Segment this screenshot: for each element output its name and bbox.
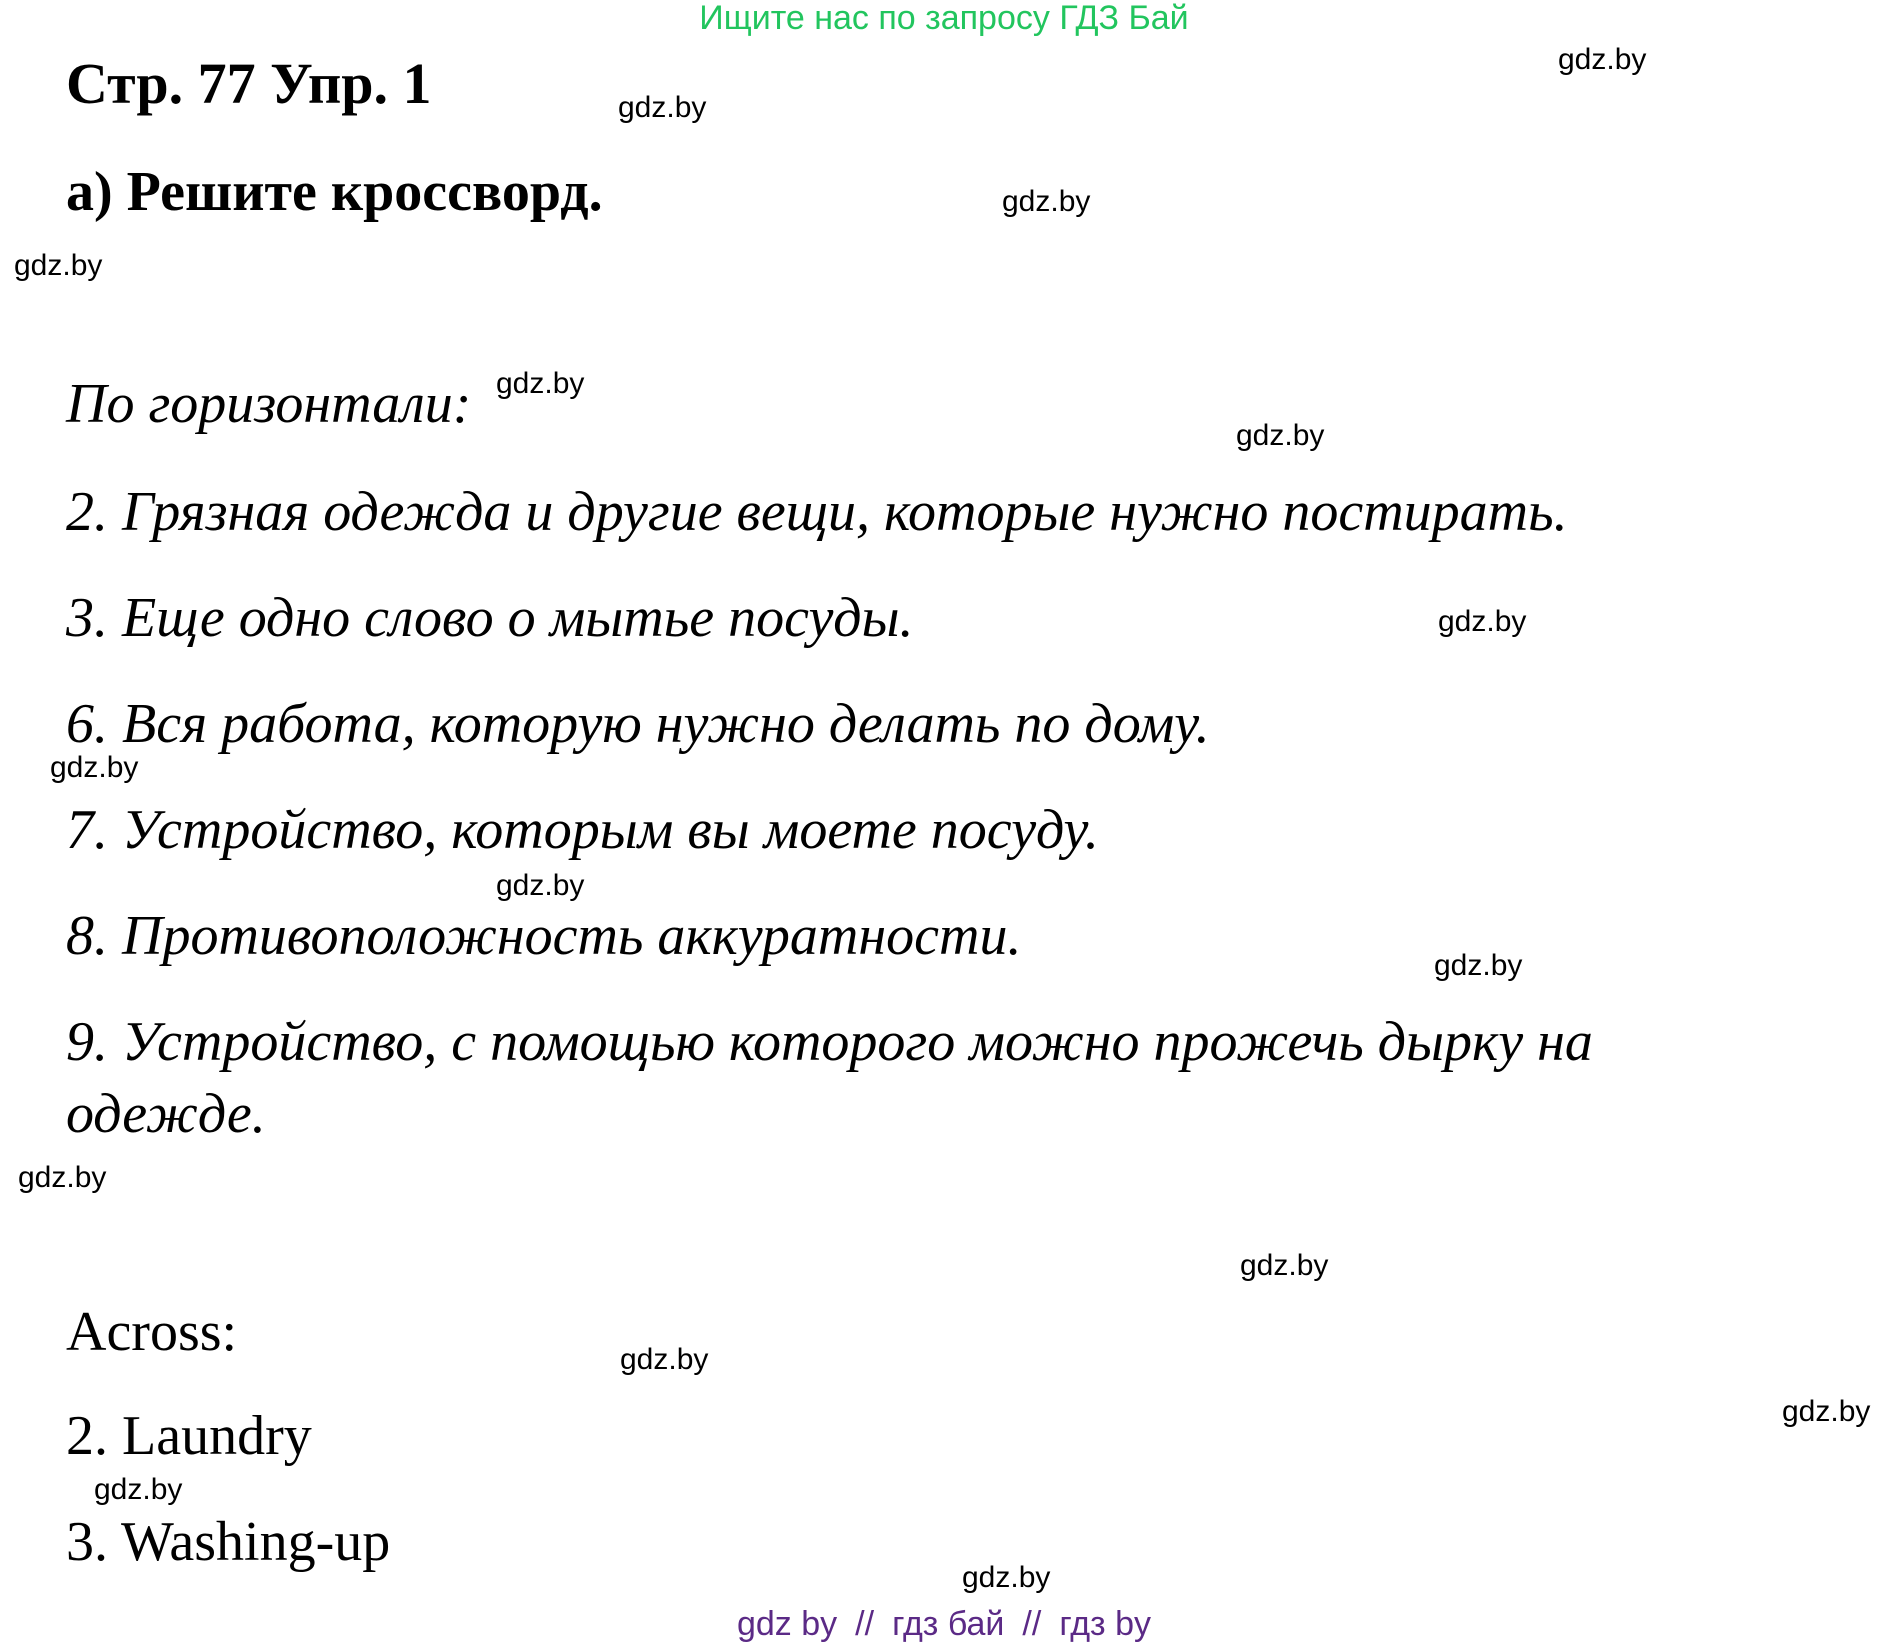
- watermark: gdz.by: [1438, 605, 1527, 638]
- footer-separator: //: [855, 1605, 875, 1643]
- watermark: gdz.by: [14, 249, 103, 282]
- clue-item: 9. Устройство, с помощью которого можно прожечь дырку на одежде.: [66, 1011, 1593, 1145]
- watermark: gdz.by: [1434, 949, 1523, 982]
- search-banner: Ищите нас по запросу ГДЗ Бай: [699, 0, 1189, 37]
- watermark: gdz.by: [1002, 185, 1091, 218]
- section-label-english: Across:: [66, 1301, 238, 1363]
- clue-item: 8. Противоположность аккуратности.: [66, 905, 1022, 967]
- clue-item: 7. Устройство, которым вы моете посуду.: [66, 799, 1099, 861]
- watermark: gdz.by: [1236, 419, 1325, 452]
- watermark: gdz.by: [50, 751, 139, 784]
- watermark: gdz.by: [496, 869, 585, 902]
- footer-links: [0, 1606, 1888, 1642]
- footer-separator: //: [1022, 1605, 1042, 1643]
- page-title: Стр. 77 Упр. 1: [66, 51, 432, 116]
- footer-link-gdz-bai[interactable]: гдз бай: [892, 1605, 1005, 1643]
- section-label-russian: По горизонтали:: [66, 373, 472, 435]
- answer-item: 2. Laundry: [66, 1405, 312, 1467]
- clue-item: 2. Грязная одежда и другие вещи, которые нужно постирать.: [66, 481, 1568, 543]
- footer-link-gdz-by[interactable]: gdz by: [736, 1605, 838, 1643]
- clue-item: 3. Еще одно слово о мытье посуды.: [66, 587, 914, 649]
- watermark: gdz.by: [496, 367, 585, 400]
- watermark: gdz.by: [94, 1473, 183, 1506]
- watermark: gdz.by: [1558, 43, 1647, 76]
- watermark: gdz.by: [18, 1161, 107, 1194]
- task-subtitle: а) Решите кроссворд.: [66, 161, 603, 223]
- watermark: gdz.by: [618, 91, 707, 124]
- watermark: gdz.by: [620, 1343, 709, 1376]
- watermark: gdz.by: [1782, 1395, 1871, 1428]
- footer-link-gdz-by-cyr[interactable]: гдз by: [1059, 1605, 1151, 1643]
- clue-item: 6. Вся работа, которую нужно делать по дому.: [66, 693, 1210, 755]
- answer-item: 3. Washing-up: [66, 1511, 391, 1573]
- watermark: gdz.by: [962, 1561, 1051, 1594]
- watermark: gdz.by: [1240, 1249, 1329, 1282]
